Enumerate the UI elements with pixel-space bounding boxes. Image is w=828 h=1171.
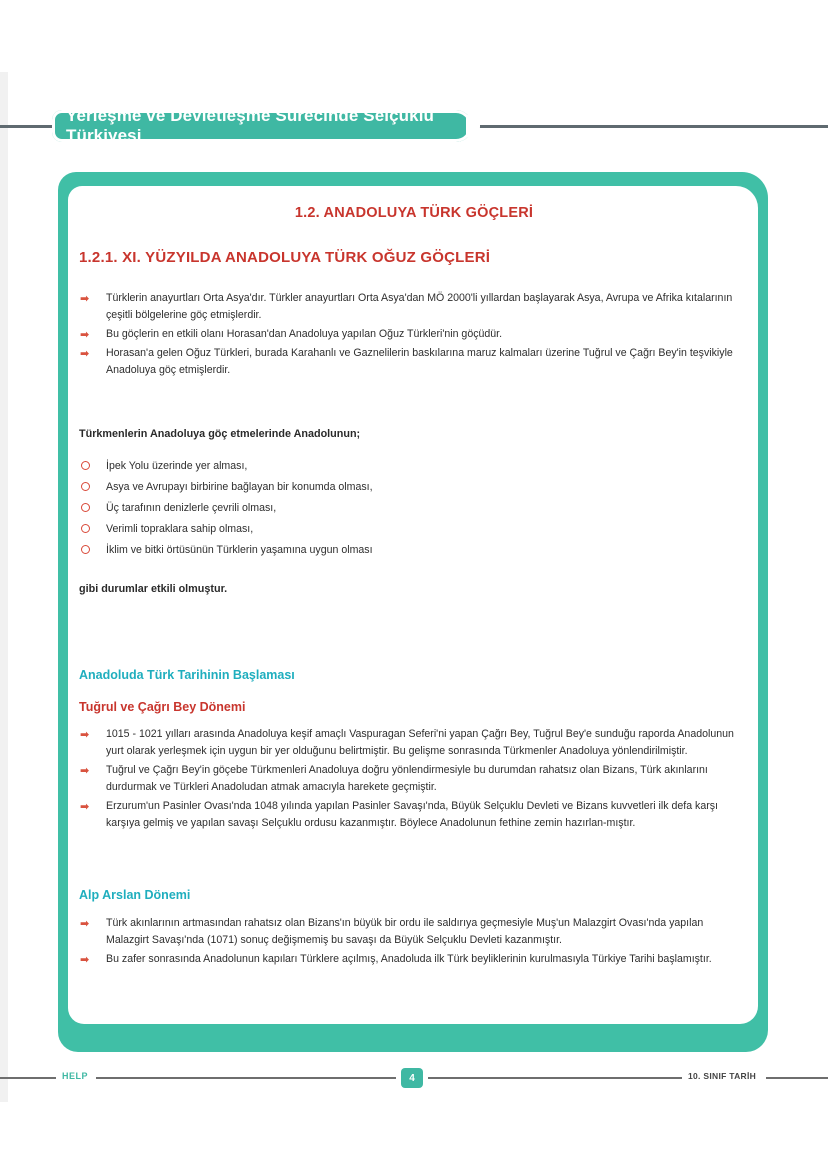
list-item: ➡ Horasan'a gelen Oğuz Türkleri, burada Karahanlı ve Gaznelilerin baskılarına maruz kalmaları üzerine Tuğrul ve Çağrı Bey'in teşvikiyle Anadoluya göç etmişlerdir. (80, 347, 733, 376)
list-item: ➡ Bu zafer sonrasında Anadolunun kapıları Türklere açılmış, Anadoluda ilk Türk beyliklerinin kurulmasıyla Türkiye Tarihi başlamıştır. (79, 951, 749, 968)
circle-bullet-icon (81, 482, 90, 491)
list-item: ➡ Tuğrul ve Çağrı Bey'in göçebe Türkmenleri Anadoluya doğru yönlendirmesiyle bu durumdan rahatsız olan Bizans, Türk akınlarını durdurmak ve Türkleri Anadoludan atmak amacıyla harekete geçmiştir. (80, 764, 708, 793)
footer-course: 10. SINIF TARİH (688, 1071, 757, 1081)
alp-list (79, 915, 749, 970)
footer-brand: HELP (62, 1071, 89, 1081)
circle-bullet-icon (81, 524, 90, 533)
list-item: Üç tarafının denizlerle çevrili olması, (79, 501, 679, 515)
list-item: İklim ve bitki örtüsünün Türklerin yaşamına uygun olması (79, 543, 679, 557)
list-item: ➡ Bu göçlerin en etkili olanı Horasan'dan Anadoluya yapılan Oğuz Türkleri'nin göçüdür. (79, 326, 749, 343)
arrow-icon: ➡ (80, 765, 90, 777)
page-number: 4 (401, 1068, 423, 1088)
subsection-title: 1.2.1. XI. YÜZYILDA ANADOLUYA TÜRK OĞUZ GÖÇLERİ (79, 249, 491, 266)
chapter-title: Yerleşme ve Devletleşme Sürecinde Selçuklu Türkiyesi (66, 106, 435, 145)
arrow-icon: ➡ (80, 954, 90, 966)
arrow-icon: ➡ (80, 918, 90, 930)
reasons-list (79, 459, 679, 564)
list-item: ➡ Erzurum'un Pasinler Ovası'nda 1048 yılında yapılan Pasinler Savaşı'nda, Büyük Selçuklu Devleti ve Bizans kuvvetleri ilk defa karşı karşıya gelmiş ve yapılan savaşı Selçuklu ordusu kazanmıştır. Böylece Anadolunun fethine zemin hazırlan-mıştır. (80, 800, 718, 829)
page-edge-shadow (0, 72, 8, 1102)
list-item: İpek Yolu üzerinde yer alması, (79, 459, 679, 473)
arrow-icon: ➡ (80, 729, 90, 741)
footer-rule-right-edge (766, 1077, 828, 1079)
history-heading: Anadoluda Türk Tarihinin Başlaması (79, 668, 295, 682)
footer-rule-left-edge (0, 1077, 56, 1079)
chapter-header (52, 106, 472, 145)
list-item: ➡ 1015 - 1021 yılları arasında Anadoluya keşif amaçlı Vaspuragan Seferi'ni yapan Çağrı Bey, Tuğrul Bey'e sunduğu raporda Anadolunun yurt olarak yerleşmek için uygun bir yer olduğunu belirtmiştir. Bu gelişme sonrasında Türkmenler Anadoluya yönlendirilmiştir. (80, 728, 734, 757)
intro-list (79, 290, 749, 381)
tugrul-list (79, 726, 749, 834)
reasons-conclusion: gibi durumlar etkili olmuştur. (79, 583, 228, 595)
header-pill-tail (466, 115, 480, 137)
footer-rule-right (428, 1077, 682, 1079)
arrow-icon: ➡ (80, 329, 90, 341)
list-item: Verimli topraklara sahip olması, (79, 522, 679, 536)
arrow-icon: ➡ (80, 801, 90, 813)
list-item: ➡ Türklerin anayurtları Orta Asya'dır. Türkler anayurtları Orta Asya'dan MÖ 2000'li yıllardan başlayarak Asya, Avrupa ve Afrika kıtalarının çeşitli bölgelerine göç etmişlerdir. (80, 292, 733, 321)
circle-bullet-icon (81, 503, 90, 512)
circle-bullet-icon (81, 545, 90, 554)
arrow-icon: ➡ (80, 348, 90, 360)
arrow-icon: ➡ (80, 293, 90, 305)
alp-heading: Alp Arslan Dönemi (79, 888, 191, 902)
tugrul-heading: Tuğrul ve Çağrı Bey Dönemi (79, 700, 246, 714)
footer-rule-left (96, 1077, 396, 1079)
list-item: Asya ve Avrupayı birbirine bağlayan bir konumda olması, (79, 480, 679, 494)
reasons-heading: Türkmenlerin Anadoluya göç etmelerinde Anadolunun; (79, 428, 361, 440)
list-item: ➡ Türk akınlarının artmasından rahatsız olan Bizans'ın büyük bir ordu ile saldırıya geçmesiyle Muş'un Malazgirt Ovası'nda yapılan Malazgirt Savaşı'nda (1071) sonuç değişmemiş bu savaşı da Büyük Selçuklu Devleti kazanmıştır. (80, 917, 704, 946)
section-title: 1.2. ANADOLUYA TÜRK GÖÇLERİ (294, 205, 534, 221)
circle-bullet-icon (81, 461, 90, 470)
